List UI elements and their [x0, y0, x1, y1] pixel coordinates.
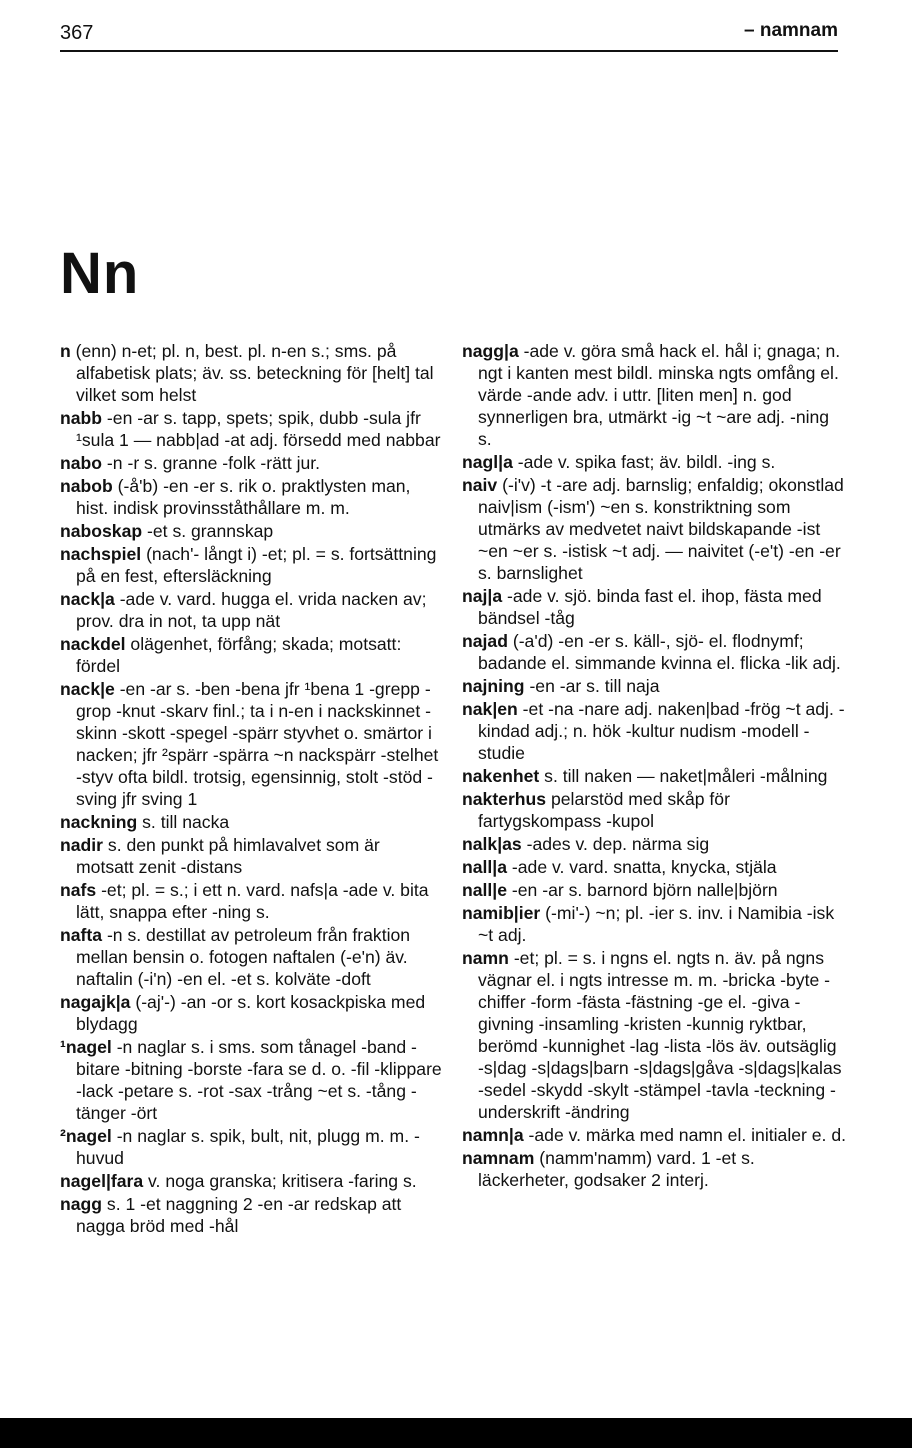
headword: nackning — [60, 812, 138, 832]
headword: najning — [462, 676, 525, 696]
dictionary-entry — [60, 407, 442, 451]
dictionary-entry — [462, 1124, 846, 1146]
definition: s. 1 -et naggning 2 -en -ar redskap att nagga bröd med -hål — [76, 1194, 402, 1236]
dictionary-entry — [60, 991, 442, 1035]
headword: nabb — [60, 408, 103, 428]
scan-edge-bar — [0, 1418, 912, 1448]
definition: s. den punkt på himlavalvet som är motsatt zenit -distans — [76, 835, 380, 877]
definition: -ade v. sjö. binda fast el. ihop, fästa med bändsel -tåg — [478, 586, 822, 628]
dictionary-entry — [60, 1125, 442, 1169]
definition: (-i'v) -t -are adj. barnslig; enfaldig; okonstlad naiv|ism (-ism') ~en s. konstriktning som utmärks av medvetet naivt bildskapande -ist ~en ~er s. -istisk ~t adj. — naivitet (-e't) -en -er s. barnslighet — [478, 475, 844, 583]
dictionary-entry — [60, 520, 442, 542]
dictionary-entry — [60, 452, 442, 474]
definition: -en -ar s. barnord björn nalle|björn — [511, 880, 778, 900]
headword: naj|a — [462, 586, 503, 606]
dictionary-entry — [462, 474, 846, 584]
definition: (namm'namm) vard. 1 -et s. läckerheter, godsaker 2 interj. — [478, 1148, 755, 1190]
headword: nadir — [60, 835, 104, 855]
definition: -n naglar s. spik, bult, nit, plugg m. m. -huvud — [76, 1126, 420, 1168]
dictionary-entry — [462, 788, 846, 832]
definition: -ade v. märka med namn el. initialer e. d. — [528, 1125, 847, 1145]
headword: ²nagel — [60, 1126, 112, 1146]
headword: nalk|as — [462, 834, 522, 854]
dictionary-entry — [462, 879, 846, 901]
dictionary-entry — [462, 856, 846, 878]
dictionary-entry — [462, 765, 846, 787]
definition: -et; pl. = s. i ngns el. ngts n. äv. på ngns vägnar el. i ngts intresse m. m. -bricka -byte -chiffer -form -fästa -fästning -ge el. -giva -givning -insamling -kristen -kunnig ryktbar, berömd -kunnighet -lag -lista -lös äv. outsäglig -s|dag -s|dags|barn -s|dags|gåva -s|dags|kalas -sedel -skydd -skylt -stämpel -tavla -teckning -underskrift -ändring — [478, 948, 842, 1122]
definition: -ade v. vard. snatta, knycka, stjäla — [511, 857, 777, 877]
dictionary-entry — [462, 947, 846, 1123]
headword: ¹nagel — [60, 1037, 112, 1057]
headword: nabo — [60, 453, 103, 473]
dictionary-entry — [60, 340, 442, 406]
definition: -n s. destillat av petroleum från fraktion mellan bensin o. fotogen naftalen (-e'n) äv. naftalin (-i'n) -en el. -et s. kolväte -doft — [76, 925, 411, 989]
headword: namn|a — [462, 1125, 524, 1145]
definition: olägenhet, förfång; skada; motsatt: fördel — [76, 634, 402, 676]
definition: (-aj'-) -an -or s. kort kosackpiska med blydagg — [76, 992, 426, 1034]
headword: nabob — [60, 476, 113, 496]
headword: nall|e — [462, 880, 508, 900]
definition: -n naglar s. i sms. som tånagel -band -bitare -bitning -borste -fara se d. o. -fil -klippare -lack -petare s. -rot -sax -trång ~et s. -tång -tänger -ört — [76, 1037, 442, 1123]
definition: (-å'b) -en -er s. rik o. praktlysten man, hist. indisk provinsståthållare m. m. — [76, 476, 411, 518]
right-column — [462, 340, 846, 1192]
headword: nackdel — [60, 634, 126, 654]
headword: nack|a — [60, 589, 115, 609]
dictionary-entry — [462, 1147, 846, 1191]
headword: naiv — [462, 475, 498, 495]
definition: -en -ar s. tapp, spets; spik, dubb -sula jfr ¹sula 1 — nabb|ad -at adj. försedd med nabbar — [76, 408, 441, 450]
definition: (-a'd) -en -er s. käll-, sjö- el. flodnymf; badande el. simmande kvinna el. flicka -lik adj. — [478, 631, 841, 673]
headword: n — [60, 341, 71, 361]
page-number: 367 — [60, 22, 94, 44]
dictionary-entry — [60, 811, 442, 833]
definition: v. noga granska; kritisera -faring s. — [148, 1171, 417, 1191]
dictionary-entry — [462, 902, 846, 946]
dictionary-entry — [60, 633, 442, 677]
dictionary-entry — [60, 879, 442, 923]
definition: s. till nacka — [142, 812, 230, 832]
headword: namnam — [462, 1148, 535, 1168]
headword: nagel|fara — [60, 1171, 144, 1191]
headword: nakterhus — [462, 789, 547, 809]
dictionary-entry — [462, 833, 846, 855]
headword: namn — [462, 948, 509, 968]
dictionary-entry — [60, 1193, 442, 1237]
headword: nakenhet — [462, 766, 540, 786]
definition: -ades v. dep. närma sig — [526, 834, 710, 854]
headword: nall|a — [462, 857, 508, 877]
definition: -et s. grannskap — [147, 521, 274, 541]
definition: -en -ar s. -ben -bena jfr ¹bena 1 -grepp -grop -knut -skarv finl.; ta i n-en i nackskinnet -skinn -skott -spegel -spärr styvhet o. smärtor i nacken; jfr ²spärr -spärra ~n nackspärr -stelhet -styv ofta bildl. trotsig, egensinnig, stolt -stöd -sving jfr sving 1 — [76, 679, 439, 809]
headword: nagg|a — [462, 341, 519, 361]
definition: (enn) n-et; pl. n, best. pl. n-en s.; sms. på alfabetisk plats; äv. ss. beteckning för [helt] tal vilket som helst — [75, 341, 434, 405]
definition: -et; pl. = s.; i ett n. vard. nafs|a -ade v. bita lätt, snappa efter -ning s. — [76, 880, 429, 922]
dictionary-entry — [60, 475, 442, 519]
headword: nagl|a — [462, 452, 513, 472]
headword: nak|en — [462, 699, 518, 719]
dictionary-entry — [60, 1170, 442, 1192]
definition: -ade v. spika fast; äv. bildl. -ing s. — [517, 452, 776, 472]
definition: -n -r s. granne -folk -rätt jur. — [106, 453, 321, 473]
definition: -et -na -nare adj. naken|bad -frög ~t adj. -kindad adj.; n. hök -kultur nudism -modell -studie — [478, 699, 845, 763]
definition: pelarstöd med skåp för fartygskompass -kupol — [478, 789, 730, 831]
definition: -en -ar s. till naja — [529, 676, 660, 696]
definition: -ade v. vard. hugga el. vrida nacken av; prov. dra in not, ta upp nät — [76, 589, 427, 631]
dictionary-entry — [60, 1036, 442, 1124]
dictionary-entry — [462, 675, 846, 697]
headword: najad — [462, 631, 508, 651]
dictionary-entry — [462, 698, 846, 764]
dictionary-entry — [60, 543, 442, 587]
headword: nagg — [60, 1194, 103, 1214]
headword: naboskap — [60, 521, 143, 541]
definition: (nach'- långt i) -et; pl. = s. fortsättning på en fest, eftersläckning — [76, 544, 437, 586]
definition: (-mi'-) ~n; pl. -ier s. inv. i Namibia -isk ~t adj. — [478, 903, 835, 945]
dictionary-entry — [462, 451, 846, 473]
headword: nack|e — [60, 679, 115, 699]
headword: nagajk|a — [60, 992, 131, 1012]
headword: namib|ier — [462, 903, 541, 923]
left-column — [60, 340, 442, 1238]
section-letter: Nn — [60, 241, 140, 306]
dictionary-entry — [462, 630, 846, 674]
headword: nafta — [60, 925, 103, 945]
running-head: – namnam — [744, 20, 838, 41]
headword: nachspiel — [60, 544, 142, 564]
definition: -ade v. göra små hack el. hål i; gnaga; n. ngt i kanten mest bildl. minska ngts omfång el. värde -ande adv. i uttr. [liten men] n. god synnerligen bra, utmärkt -ig ~t ~are adj. -ning s. — [478, 341, 841, 449]
dictionary-entry — [462, 585, 846, 629]
dictionary-entry — [462, 340, 846, 450]
header-rule — [60, 50, 838, 52]
dictionary-entry — [60, 924, 442, 990]
definition: s. till naken — naket|måleri -målning — [544, 766, 828, 786]
dictionary-entry — [60, 588, 442, 632]
dictionary-entry — [60, 678, 442, 810]
dictionary-entry — [60, 834, 442, 878]
headword: nafs — [60, 880, 97, 900]
